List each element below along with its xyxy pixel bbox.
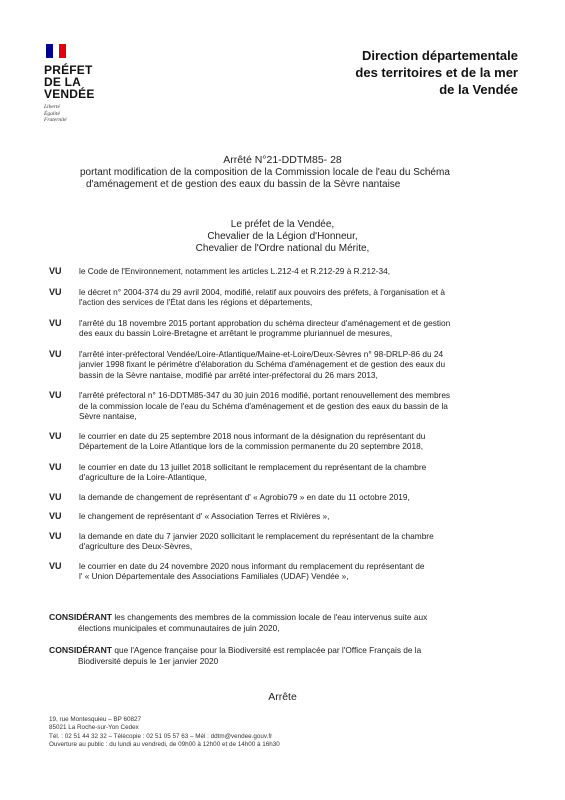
visa-line: l'arrêté du 18 novembre 2015 portant approbation du schéma directeur d'aménagement et de gestion	[79, 317, 451, 328]
visa-line: l'arrêté préfectoral n° 16-DDTM85-347 du 30 juin 2016 modifié, portant renouvellement des membres	[79, 390, 451, 400]
considerant-text-cont: Biodiversité depuis le 1er janvier 2020	[78, 655, 219, 666]
visa-text	[79, 492, 515, 503]
visa-line: le courrier en date du 13 juillet 2018 sollicitant le remplacement du représentant de la chambre	[79, 461, 427, 472]
visa-line: la demande de changement de représentant d' « Agrobio79 » en date du 11 octobre 2019,	[79, 491, 410, 502]
visa-line: l' « Union Départementale des Associations Familiales (UDAF) Vendée »,	[79, 571, 349, 581]
vu-label: VU	[49, 266, 62, 276]
vu-label: VU	[49, 286, 62, 297]
visa-item	[49, 266, 515, 277]
visa-line: d'agriculture de la Loire-Atlantique,	[79, 472, 207, 482]
visa-line: janvier 1998 fixant le périmètre d'élaboration du Schéma d'aménagement et de gestion des eaux du	[79, 359, 446, 369]
visa-text	[79, 349, 515, 381]
visa-item	[49, 492, 515, 503]
arrete-title: Arrêté N°21-DDTM85- 28	[223, 154, 342, 166]
visa-item	[49, 511, 515, 522]
footer-line: 19, rue Montesquieu – BP 60827	[49, 716, 141, 723]
visa-text	[79, 531, 515, 552]
arrete-subject	[80, 167, 510, 191]
vu-label: VU	[49, 511, 62, 521]
logo-title	[44, 64, 124, 100]
vu-label: VU	[49, 461, 62, 472]
visa-line: le Code de l'Environnement, notamment les articles L.212-4 et R.212-29 à R.212-34,	[79, 266, 391, 276]
visa-line: le décret n° 2004-374 du 29 avril 2004, modifié, relatif aux pouvoirs des préfets, à l'organisation et à	[79, 286, 446, 297]
arrete-heading: Arrête	[268, 691, 297, 703]
visa-line: Département de la Loire Atlantique lors de la commission permanente du 20 septembre 2018,	[79, 441, 424, 451]
vu-label: VU	[49, 430, 62, 441]
motto-line: Liberté	[44, 104, 60, 110]
visa-item	[49, 431, 515, 452]
prefet-line: Chevalier de l'Ordre national du Mérite,	[195, 243, 370, 254]
visa-item	[49, 287, 515, 308]
prefet-logo	[44, 44, 124, 124]
considerant-keyword: CONSIDÉRANT	[49, 645, 113, 655]
marianne-flag-icon	[46, 44, 66, 58]
considerant-1	[49, 612, 515, 633]
considerant-text: les changements des membres de la commission locale de l'eau intervenus suite aux	[112, 612, 428, 622]
visa-line: le changement de représentant d' « Association Terres et Rivières »,	[79, 511, 330, 521]
direction-line: Direction départementale	[361, 48, 518, 63]
issuing-direction	[298, 47, 518, 98]
vu-label: VU	[49, 530, 62, 541]
considerant-2	[49, 645, 515, 666]
considerant-keyword: CONSIDÉRANT	[49, 612, 113, 622]
subject-line: portant modification de la composition de la Commission locale de l'eau du Schéma	[80, 167, 450, 178]
visa-line: le courrier en date du 24 novembre 2020 nous informant du remplacement du représentant de	[79, 560, 425, 571]
motto-line: Égalité	[44, 110, 60, 117]
footer-line: Ouverture au public : du lundi au vendredi, de 09h00 à 12h00 et de 14h00 à 16h30	[49, 741, 280, 749]
visa-text	[79, 431, 515, 452]
visa-item	[49, 390, 515, 422]
visa-line: bassin de la Sèvre nantaise, modifié par arrêté inter-préfectoral du 26 mars 2013,	[79, 369, 378, 380]
considerant-text-cont: élections municipales et communautaires de juin 2020,	[78, 622, 280, 633]
logo-title-line1: PRÉFET	[44, 63, 93, 77]
visa-text	[79, 318, 515, 339]
visa-line: Sèvre nantaise,	[79, 411, 137, 421]
footer-line: Tél. : 02 51 44 32 32 – Télécopie : 02 51 05 57 63 – Mél : ddtm@vendee.gouv.fr	[49, 732, 273, 740]
contact-footer	[49, 716, 519, 750]
visa-item	[49, 462, 515, 483]
direction-line: de la Vendée	[439, 82, 518, 97]
direction-line: des territoires et de la mer	[355, 65, 518, 80]
visa-item	[49, 531, 515, 552]
visa-text	[79, 390, 515, 422]
visa-line: de la commission locale de l'eau du Schéma d'aménagement et de gestion des eaux du bassin de la	[79, 400, 448, 411]
visa-item	[49, 349, 515, 381]
vu-label: VU	[49, 317, 62, 328]
visa-item	[49, 561, 515, 582]
visa-text	[79, 266, 515, 277]
visa-line: l'action des services de l'État dans les régions et départements,	[79, 297, 313, 307]
footer-line: 85021 La Roche-sur-Yon Cedex	[49, 724, 139, 732]
visa-line: la demande en date du 7 janvier 2020 sollicitant le remplacement du représentant de la chambre	[79, 530, 434, 541]
visa-line: d'agriculture des Deux-Sèvres,	[79, 541, 193, 551]
visa-line: l'arrêté inter-préfectoral Vendée/Loire-Atlantique/Maine-et-Loire/Deux-Sèvres n° 98-DRLP-86 du 24	[79, 348, 444, 359]
vu-label: VU	[49, 348, 62, 359]
visa-text	[79, 287, 515, 308]
visa-text	[79, 561, 515, 582]
republic-motto	[44, 104, 124, 124]
motto-line: Fraternité	[44, 117, 67, 123]
vu-label: VU	[49, 390, 62, 400]
vu-label: VU	[49, 491, 62, 502]
prefet-titles	[0, 219, 565, 255]
visa-text	[79, 511, 515, 522]
visa-line: des eaux du bassin Loire-Bretagne et arrêtant le programme pluriannuel de mesures,	[79, 328, 393, 338]
prefet-line: Chevalier de la Légion d'Honneur,	[207, 231, 358, 242]
vu-label: VU	[49, 560, 62, 571]
considerant-text: que l'Agence française pour la Biodiversité est remplacée par l'Office Français de la	[112, 645, 422, 655]
visa-line: le courrier en date du 25 septembre 2018 nous informant de la désignation du représentant du	[79, 430, 426, 441]
prefet-line: Le préfet de la Vendée,	[230, 219, 335, 230]
subject-line: d'aménagement et de gestion des eaux du bassin de la Sèvre nantaise	[86, 179, 401, 190]
visa-list	[49, 266, 515, 582]
visa-item	[49, 318, 515, 339]
logo-title-line2: DE LA VENDÉE	[44, 75, 95, 101]
visa-text	[79, 462, 515, 483]
